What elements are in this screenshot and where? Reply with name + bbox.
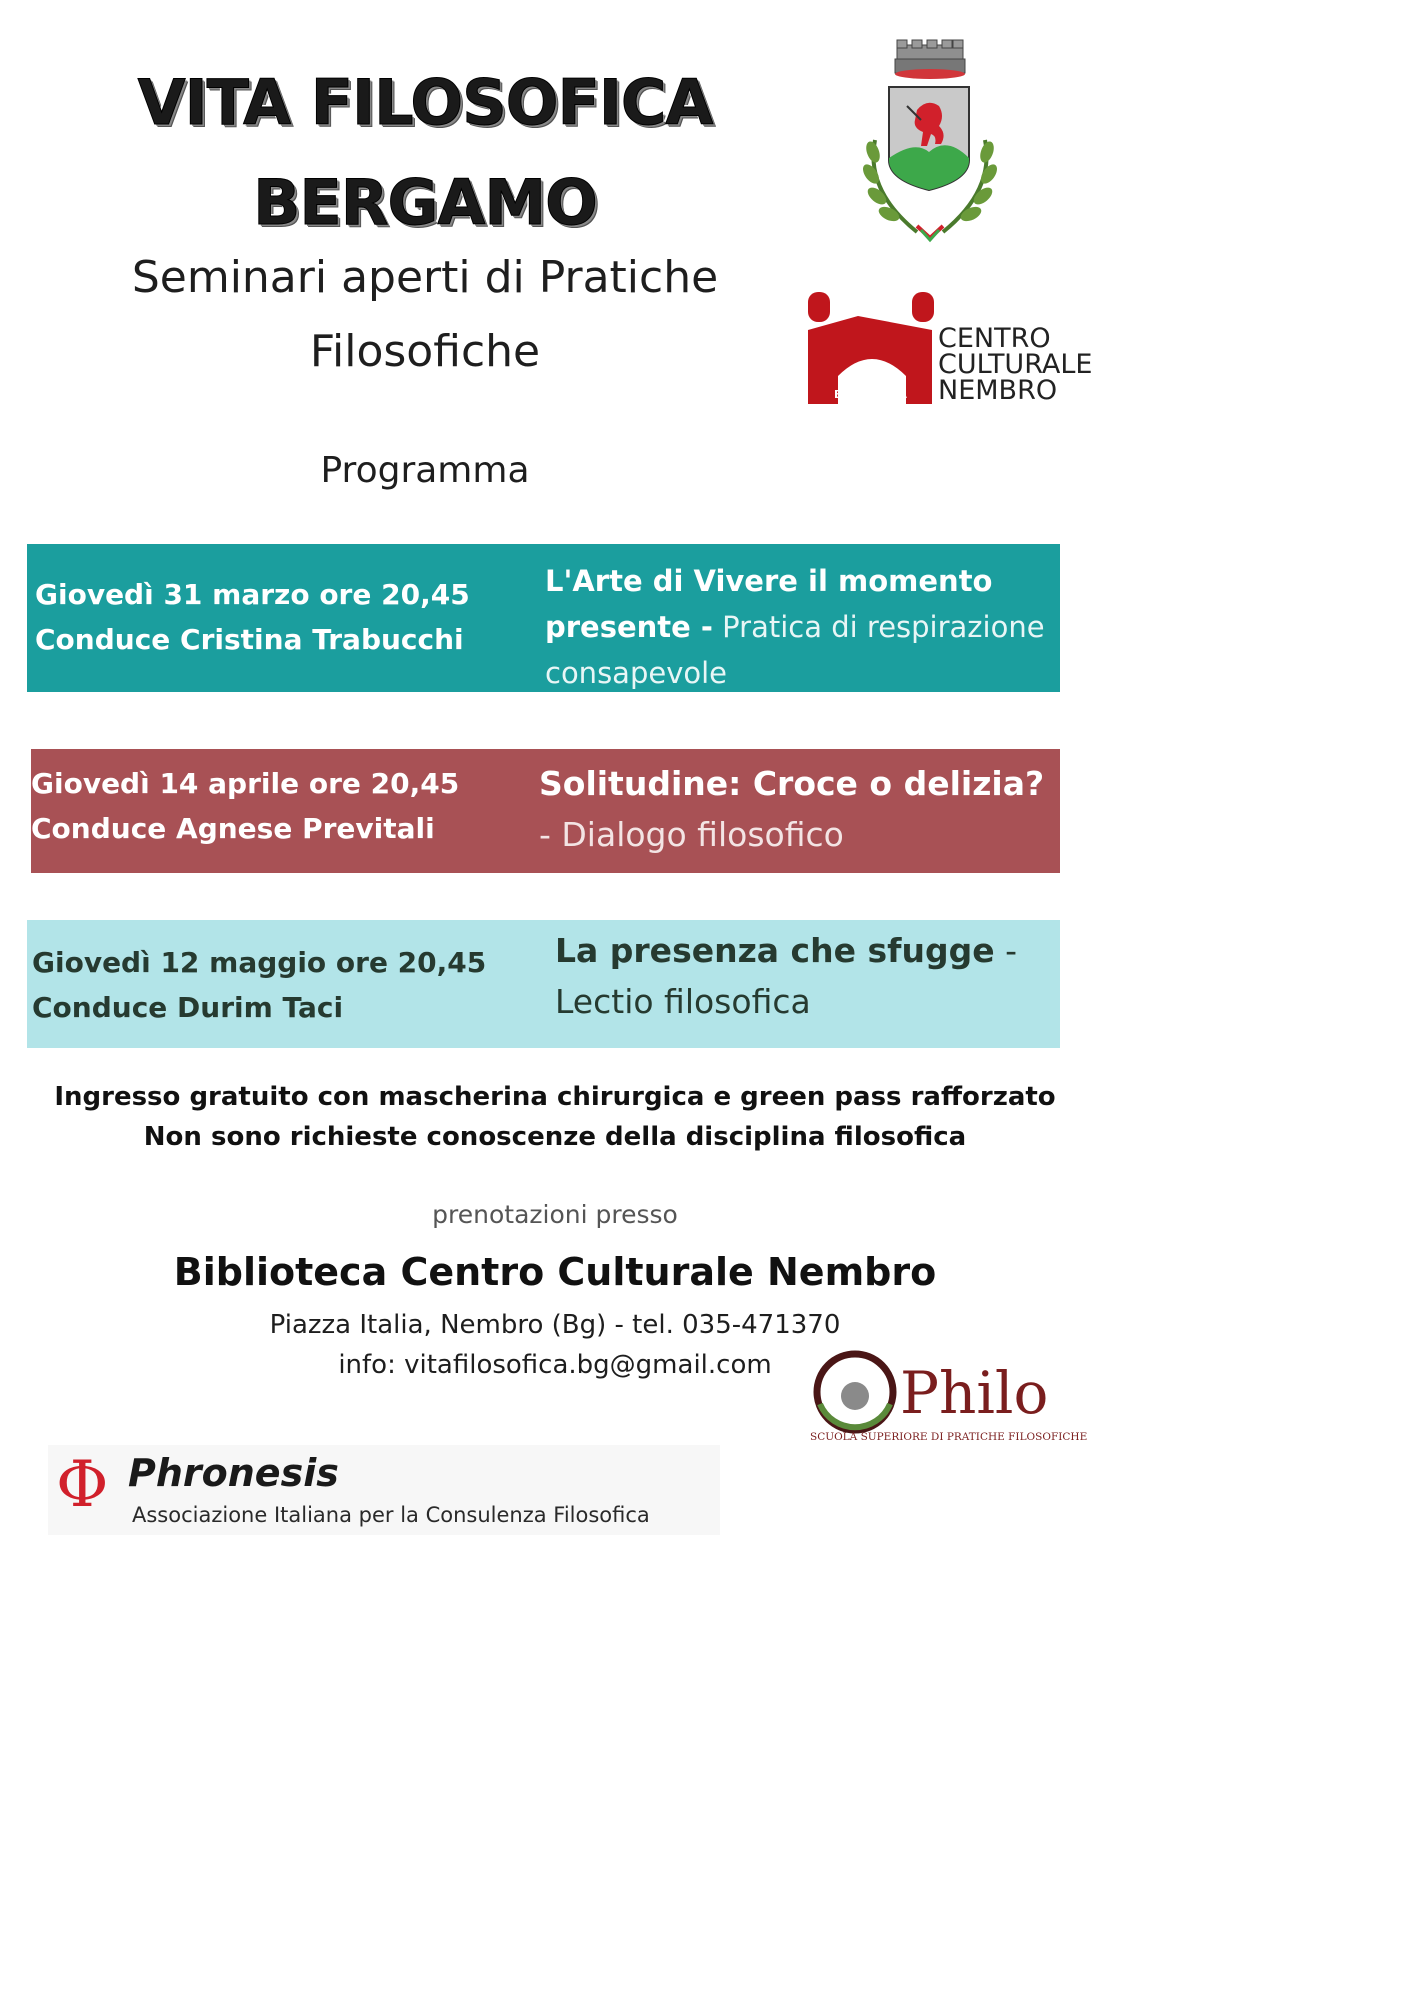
event-date: Giovedì 12 maggio ore 20,45 [32, 946, 487, 979]
event-title-cont: presente - [545, 610, 713, 644]
phronesis-name: Phronesis [128, 1451, 339, 1495]
event-row-3 [27, 920, 1060, 1048]
event-title: L'Arte di Vivere il momento [545, 564, 993, 598]
centro-line3: NEMBRO [938, 375, 1058, 406]
centro-culturale-logo [808, 292, 1093, 407]
booking-address: Piazza Italia, Nembro (Bg) - tel. 035-471370 [269, 1310, 841, 1340]
coat-of-arms-logo [855, 40, 1005, 245]
phronesis-subtitle: Associazione Italiana per la Consulenza Filosofica [132, 1503, 650, 1527]
event-leader: Conduce Durim Taci [32, 991, 344, 1024]
event-subtitle: Pratica di respirazione [712, 610, 1045, 644]
knowledge-note: Non sono richieste conoscenze della disciplina filosofica [143, 1122, 967, 1152]
event-subtitle: - Dialogo filosofico [539, 815, 844, 854]
event-date: Giovedì 14 aprile ore 20,45 [31, 767, 460, 800]
event-row-2 [31, 749, 1060, 873]
philo-subtitle: SCUOLA SUPERIORE DI PRATICHE FILOSOFICHE [810, 1431, 1088, 1443]
booking-info: info: vitafilosofica.bg@gmail.com [338, 1350, 772, 1380]
event-date: Giovedì 31 marzo ore 20,45 [35, 578, 470, 611]
page-title-line2: BERGAMO [253, 166, 597, 239]
subtitle-line1: Seminari aperti di Pratiche [131, 252, 719, 303]
event-leader: Conduce Cristina Trabucchi [35, 623, 464, 656]
event-leader: Conduce Agnese Previtali [31, 812, 435, 845]
event-title: La presenza che sfugge [555, 931, 995, 970]
philo-circle-icon [812, 1349, 898, 1435]
event-subtitle: Lectio filosofica [555, 982, 811, 1021]
program-label: Programma [320, 450, 530, 491]
biblioteca-label: BIBLIOTECA [834, 388, 907, 401]
event-title: Solitudine: Croce o delizia? [539, 764, 1045, 803]
centro-line1: CENTRO [938, 323, 1051, 354]
centro-text [938, 323, 1093, 406]
centro-line2: CULTURALE [938, 349, 1093, 380]
subtitle-line2: Filosofiche [309, 326, 541, 377]
booking-venue: Biblioteca Centro Culturale Nembro [173, 1250, 937, 1294]
entry-note: Ingresso gratuito con mascherina chirurgica e green pass rafforzato [54, 1082, 1056, 1112]
booking-intro: prenotazioni presso [432, 1200, 678, 1229]
phi-icon: Φ [56, 1448, 109, 1522]
philo-logo [808, 1345, 1108, 1450]
event-title-dash: - [994, 931, 1017, 970]
philo-name: Philo [900, 1359, 1049, 1427]
event-subtitle-cont: consapevole [545, 656, 728, 690]
event-row-1 [27, 544, 1060, 692]
page-title-line1: VITA FILOSOFICA [137, 66, 713, 139]
phronesis-logo [48, 1445, 720, 1535]
